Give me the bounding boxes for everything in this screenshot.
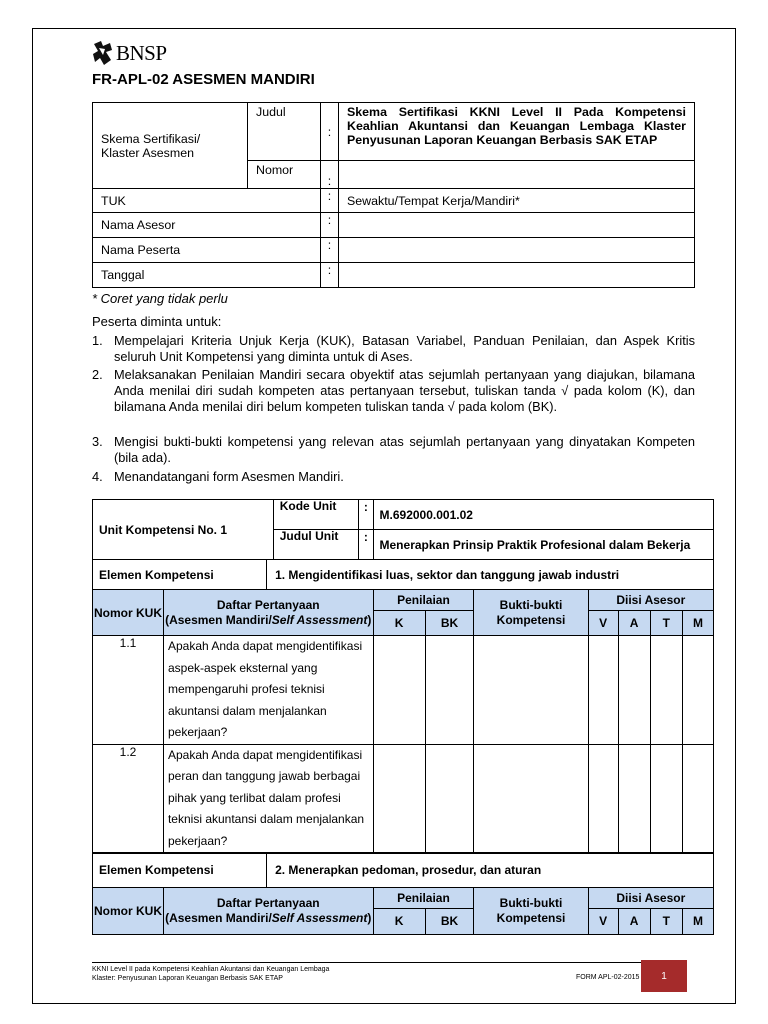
asesor-value[interactable] xyxy=(339,213,695,238)
k-header: K xyxy=(373,908,425,934)
daftar-sub-close: ) xyxy=(367,612,372,627)
instruction-item xyxy=(92,469,695,485)
nomor-kuk-header: Nomor KUK xyxy=(93,590,164,636)
page-number: 1 xyxy=(641,960,687,992)
bukti-header: Bukti-bukti Kompetensi xyxy=(474,590,588,636)
colon: : xyxy=(321,238,339,263)
instruction-item xyxy=(92,434,695,466)
question-text: Apakah Anda dapat mengidentifikasi peran dan tanggung jawab berbagai pihak yang terlibat dalam profesi teknisi akuntansi dalam menjalankan pekerjaan? xyxy=(163,744,373,853)
daftar-title: Daftar Pertanyaan xyxy=(216,597,320,612)
instruction-text: Melaksanakan Penilaian Mandiri secara obyektif atas sejumlah pertanyaan yang diajukan, bilamana Anda menilai diri sudah kompeten atas pertanyaan tersebut, tuliskan tanda √ pada kolom (K), dan bilamana Anda menilai diri belum kompeten tuliskan tanda √ pada kolom (BK). xyxy=(114,367,695,414)
instruction-text: Mengisi bukti-bukti kompetensi yang relevan atas sejumlah pertanyaan yang dinyatakan Kompeten (bila ada). xyxy=(114,434,695,465)
v-cell[interactable] xyxy=(588,636,618,745)
penilaian-header: Penilaian xyxy=(373,887,474,908)
footer-text xyxy=(92,965,329,983)
asesor-label: Nama Asesor xyxy=(93,213,321,238)
daftar-sub-italic: Self Assessment xyxy=(271,612,368,627)
form-title: FR-APL-02 ASESMEN MANDIRI xyxy=(92,71,315,88)
tanggal-value[interactable] xyxy=(339,263,695,288)
unit-label: Unit Kompetensi No. 1 xyxy=(93,500,274,560)
kuk-number: 1.1 xyxy=(93,636,164,745)
logo-text: BNSP xyxy=(116,40,167,65)
colon: : xyxy=(321,103,339,161)
footer-line-2: Klaster: Penyusunan Laporan Keuangan Berbasis SAK ETAP xyxy=(92,975,283,982)
tuk-value[interactable]: Sewaktu/Tempat Kerja/Mandiri* xyxy=(339,189,695,213)
bk-cell[interactable] xyxy=(425,636,474,745)
instructions-intro: Peserta diminta untuk: xyxy=(92,314,222,329)
bukti-header: Bukti-bukti Kompetensi xyxy=(474,887,588,934)
daftar-sub-close: ) xyxy=(367,910,372,925)
judul-value: Skema Sertifikasi KKNI Level II Pada Kompetensi Keahlian Akuntansi dan Keuangan Lembaga Klaster Penyusunan Laporan Keuangan Berbasis SAK ETAP xyxy=(339,103,695,161)
instruction-item xyxy=(92,333,695,365)
v-header: V xyxy=(588,908,618,934)
instruction-item xyxy=(92,367,695,415)
nomor-label: Nomor xyxy=(248,161,321,189)
footnote: * Coret yang tidak perlu xyxy=(92,291,228,306)
elemen-title: 2. Menerapkan pedoman, prosedur, dan aturan xyxy=(267,853,714,887)
table-row xyxy=(93,636,714,745)
kuk-number: 1.2 xyxy=(93,744,164,853)
colon: : xyxy=(321,189,339,213)
daftar-pertanyaan-header xyxy=(163,590,373,636)
t-cell[interactable] xyxy=(650,636,682,745)
bnsp-emblem-icon xyxy=(92,40,114,66)
judul-label: Judul xyxy=(248,103,321,161)
v-cell[interactable] xyxy=(588,744,618,853)
judul-unit-value: Menerapkan Prinsip Praktik Profesional dalam Bekerja xyxy=(373,530,713,560)
daftar-sub: (Asesmen Mandiri/ xyxy=(165,612,272,627)
elemen-title: 1. Mengidentifikasi luas, sektor dan tanggung jawab industri xyxy=(267,560,714,590)
t-cell[interactable] xyxy=(650,744,682,853)
table-row xyxy=(93,744,714,853)
colon: : xyxy=(321,213,339,238)
footer-divider xyxy=(92,962,686,963)
tuk-label: TUK xyxy=(93,189,321,213)
t-header: T xyxy=(650,908,682,934)
m-cell[interactable] xyxy=(682,636,713,745)
instruction-number: 4. xyxy=(92,469,103,484)
diisi-asesor-header: Diisi Asesor xyxy=(588,887,713,908)
kode-unit-value: M.692000.001.02 xyxy=(373,500,713,530)
instruction-text: Mempelajari Kriteria Unjuk Kerja (KUK), Batasan Variabel, Panduan Penilaian, dan Aspek Kritis seluruh Unit Kompetensi yang diminta untuk di Ases. xyxy=(114,333,695,364)
k-header: K xyxy=(373,611,425,636)
peserta-label: Nama Peserta xyxy=(93,238,321,263)
kode-unit-label: Kode Unit xyxy=(273,500,358,530)
daftar-pertanyaan-header xyxy=(163,887,373,934)
daftar-title: Daftar Pertanyaan xyxy=(216,895,320,910)
judul-unit-label: Judul Unit xyxy=(273,530,358,560)
elemen-label: Elemen Kompetensi xyxy=(93,560,267,590)
instruction-text: Menandatangani form Asesmen Mandiri. xyxy=(114,469,344,484)
footer-line-1: KKNI Level II pada Kompetensi Keahlian Akuntansi dan Keuangan Lembaga xyxy=(92,966,330,973)
colon: : xyxy=(359,530,373,560)
colon: : xyxy=(359,500,373,530)
bnsp-logo xyxy=(92,40,167,66)
m-cell[interactable] xyxy=(682,744,713,853)
skema-label: Skema Sertifikasi/ Klaster Asesmen xyxy=(93,103,248,189)
tanggal-label: Tanggal xyxy=(93,263,321,288)
bk-header: BK xyxy=(425,611,474,636)
instruction-number: 1. xyxy=(92,333,103,348)
peserta-value[interactable] xyxy=(339,238,695,263)
k-cell[interactable] xyxy=(373,744,425,853)
colon: : xyxy=(321,263,339,288)
bukti-cell[interactable] xyxy=(474,744,588,853)
nomor-kuk-header: Nomor KUK xyxy=(93,887,164,934)
penilaian-header: Penilaian xyxy=(373,590,474,611)
t-header: T xyxy=(650,611,682,636)
instruction-number: 3. xyxy=(92,434,103,449)
a-header: A xyxy=(618,908,650,934)
m-header: M xyxy=(682,611,713,636)
elemen-label: Elemen Kompetensi xyxy=(93,853,267,887)
v-header: V xyxy=(588,611,618,636)
competency-table xyxy=(92,499,714,935)
bk-cell[interactable] xyxy=(425,744,474,853)
footer-form-code: FORM APL-02-2015 xyxy=(576,974,640,981)
a-cell[interactable] xyxy=(618,744,650,853)
colon: : xyxy=(321,161,339,189)
a-cell[interactable] xyxy=(618,636,650,745)
a-header: A xyxy=(618,611,650,636)
question-text: Apakah Anda dapat mengidentifikasi aspek-aspek eksternal yang mempengaruhi profesi teknisi akuntansi dalam menjalankan pekerjaan? xyxy=(163,636,373,745)
info-table xyxy=(92,102,695,288)
daftar-sub: (Asesmen Mandiri/ xyxy=(165,910,272,925)
diisi-asesor-header: Diisi Asesor xyxy=(588,590,713,611)
bukti-cell[interactable] xyxy=(474,636,588,745)
daftar-sub-italic: Self Assessment xyxy=(271,910,368,925)
nomor-value[interactable] xyxy=(339,161,695,189)
k-cell[interactable] xyxy=(373,636,425,745)
m-header: M xyxy=(682,908,713,934)
bk-header: BK xyxy=(425,908,474,934)
instruction-number: 2. xyxy=(92,367,103,382)
